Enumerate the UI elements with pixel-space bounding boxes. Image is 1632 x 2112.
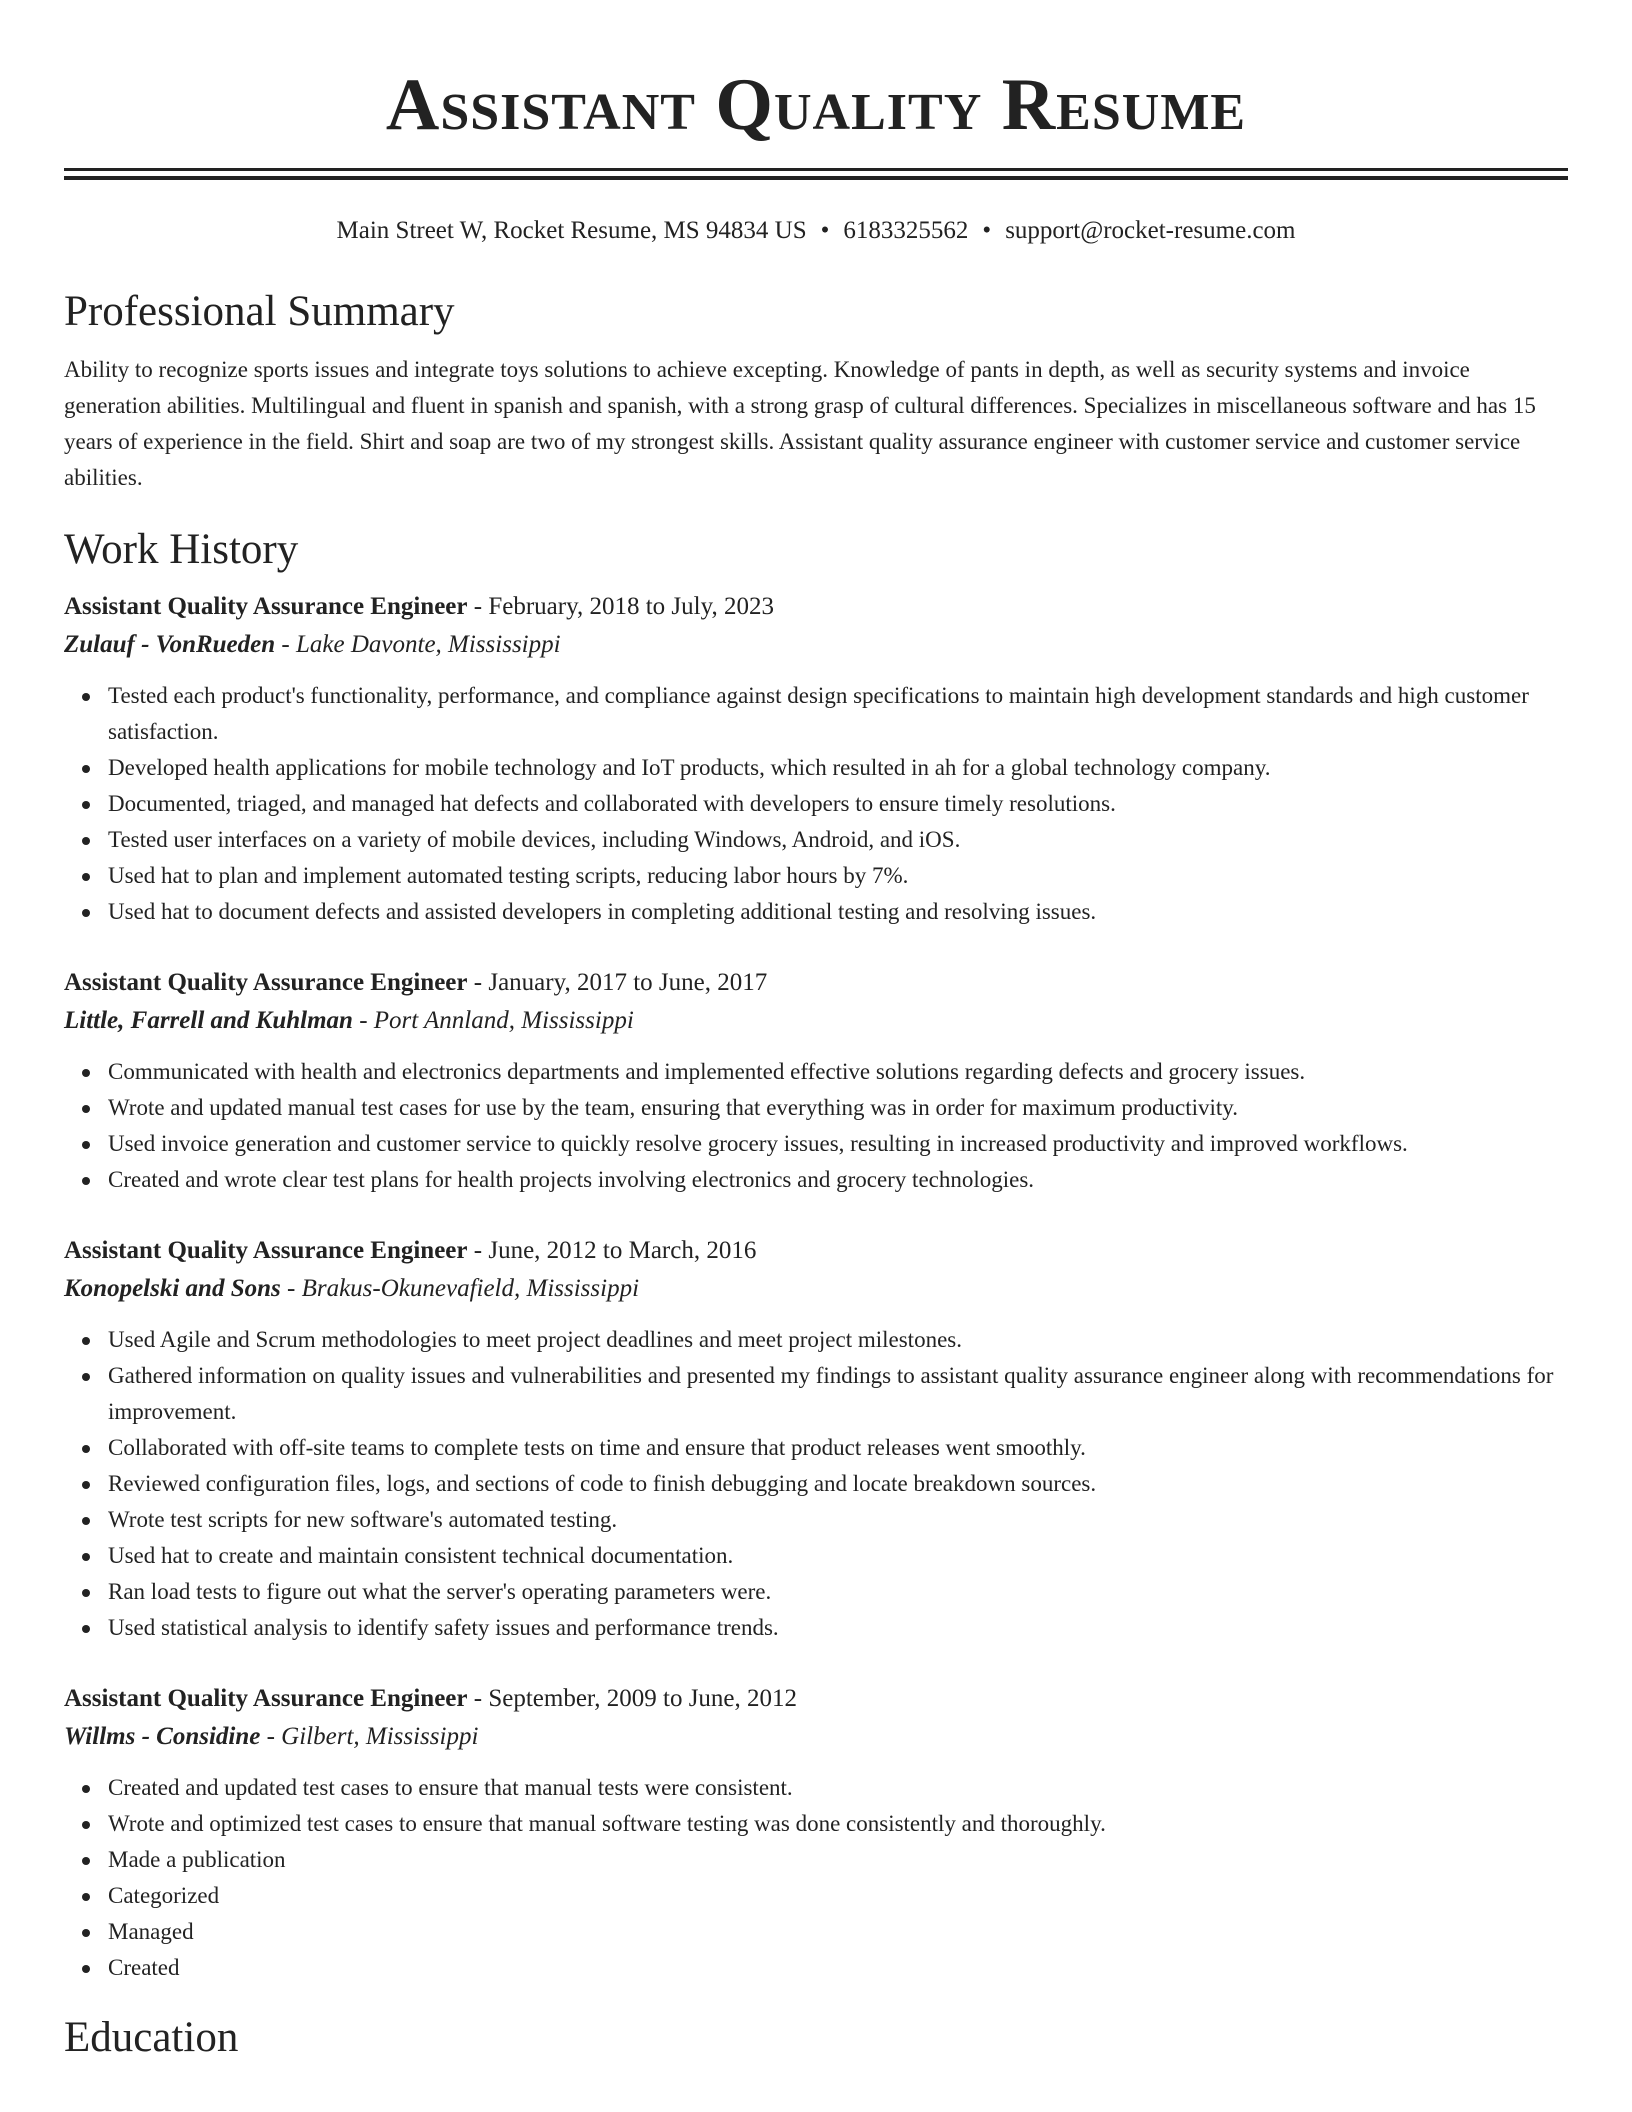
job-bullet: Tested user interfaces on a variety of mobile devices, including Windows, Android, and iOS. [108,822,1568,858]
job-title: Assistant Quality Assurance Engineer [64,969,468,996]
company-line [64,1718,1568,1756]
job-location: - Brakus-Okunevafield, Mississippi [280,1275,640,1302]
job-bullet: Communicated with health and electronics departments and implemented effective solutions regarding defects and grocery issues. [108,1054,1568,1090]
job-dates: - September, 2009 to June, 2012 [467,1685,798,1712]
company-line [64,1270,1568,1308]
resume-page [64,0,1568,2064]
job-bullet: Used invoice generation and customer service to quickly resolve grocery issues, resulting in increased productivity and improved workflows. [108,1126,1568,1162]
job-dates: - June, 2012 to March, 2016 [467,1237,757,1264]
job-entry [64,964,1568,1198]
summary-heading: Professional Summary [64,288,455,335]
job-bullet: Tested each product's functionality, performance, and compliance against design specifications to maintain high development standards and high customer satisfaction. [108,678,1568,750]
job-dates: - January, 2017 to June, 2017 [467,969,768,996]
job-bullet-list [64,1770,1568,1986]
job-title: Assistant Quality Assurance Engineer [64,1685,468,1712]
job-bullet: Used Agile and Scrum methodologies to meet project deadlines and meet project milestones. [108,1322,1568,1358]
company-line [64,1002,1568,1040]
job-bullet: Managed [108,1914,1568,1950]
summary-text: Ability to recognize sports issues and integrate toys solutions to achieve excepting. Knowledge of pants in depth, as well as security systems and invoice generation abilities. Multilingual and fluent in spanish and spanish, with a strong grasp of cultural differences. Specializes in miscellaneous software and has 15 years of experience in the field. Shirt and soap are two of my strongest skills. Assistant quality assurance engineer with customer service and customer service abilities. [64,357,1536,490]
job-header [64,1232,1568,1270]
job-bullet-list [64,1054,1568,1198]
contact-phone: 6183325562 [843,217,969,244]
job-bullet: Created and updated test cases to ensure that manual tests were consistent. [108,1770,1568,1806]
job-location: - Lake Davonte, Mississippi [275,631,561,658]
job-bullet: Categorized [108,1878,1568,1914]
work-history-heading: Work History [64,526,299,573]
job-bullet: Wrote and optimized test cases to ensure that manual software testing was done consistently and thoroughly. [108,1806,1568,1842]
job-dates: - February, 2018 to July, 2023 [467,593,774,620]
job-entry [64,1232,1568,1646]
job-location: - Port Annland, Mississippi [352,1007,634,1034]
job-title: Assistant Quality Assurance Engineer [64,593,468,620]
company-name: Zulauf - VonRueden [64,631,276,658]
job-bullet: Developed health applications for mobile technology and IoT products, which resulted in ah for a global technology company. [108,750,1568,786]
job-bullet: Wrote test scripts for new software's automated testing. [108,1502,1568,1538]
job-header [64,964,1568,1002]
job-bullet-list [64,1322,1568,1646]
contact-separator: • [982,217,992,244]
contact-address: Main Street W, Rocket Resume, MS 94834 US [336,217,807,244]
company-name: Little, Farrell and Kuhlman [64,1007,353,1034]
job-location: - Gilbert, Mississippi [260,1723,479,1750]
resume-title: Assistant Quality Resume [385,64,1247,146]
job-header [64,1680,1568,1718]
company-name: Willms - Considine [64,1723,261,1750]
job-header [64,588,1568,626]
job-bullet: Ran load tests to figure out what the server's operating parameters were. [108,1574,1568,1610]
contact-separator: • [820,217,830,244]
education-heading: Education [64,2014,239,2061]
job-bullet: Used hat to document defects and assisted developers in completing additional testing and resolving issues. [108,894,1568,930]
title-divider [64,168,1568,180]
job-bullet: Reviewed configuration files, logs, and sections of code to finish debugging and locate breakdown sources. [108,1466,1568,1502]
job-entry [64,588,1568,930]
job-title: Assistant Quality Assurance Engineer [64,1237,468,1264]
work-history-list [64,588,1568,1986]
company-line [64,626,1568,664]
job-bullet: Used hat to create and maintain consistent technical documentation. [108,1538,1568,1574]
job-bullet: Wrote and updated manual test cases for use by the team, ensuring that everything was in order for maximum productivity. [108,1090,1568,1126]
job-bullet: Created and wrote clear test plans for health projects involving electronics and grocery technologies. [108,1162,1568,1198]
job-bullet: Used statistical analysis to identify safety issues and performance trends. [108,1610,1568,1646]
job-bullet: Made a publication [108,1842,1568,1878]
job-bullet: Collaborated with off-site teams to complete tests on time and ensure that product releases went smoothly. [108,1430,1568,1466]
contact-line [64,214,1568,248]
job-bullet: Created [108,1950,1568,1986]
job-entry [64,1680,1568,1986]
job-bullet: Used hat to plan and implement automated testing scripts, reducing labor hours by 7%. [108,858,1568,894]
job-bullet: Documented, triaged, and managed hat defects and collaborated with developers to ensure timely resolutions. [108,786,1568,822]
job-bullet: Gathered information on quality issues and vulnerabilities and presented my findings to assistant quality assurance engineer along with recommendations for improvement. [108,1358,1568,1430]
job-bullet-list [64,678,1568,930]
contact-email: support@rocket-resume.com [1005,217,1296,244]
company-name: Konopelski and Sons [64,1275,281,1302]
